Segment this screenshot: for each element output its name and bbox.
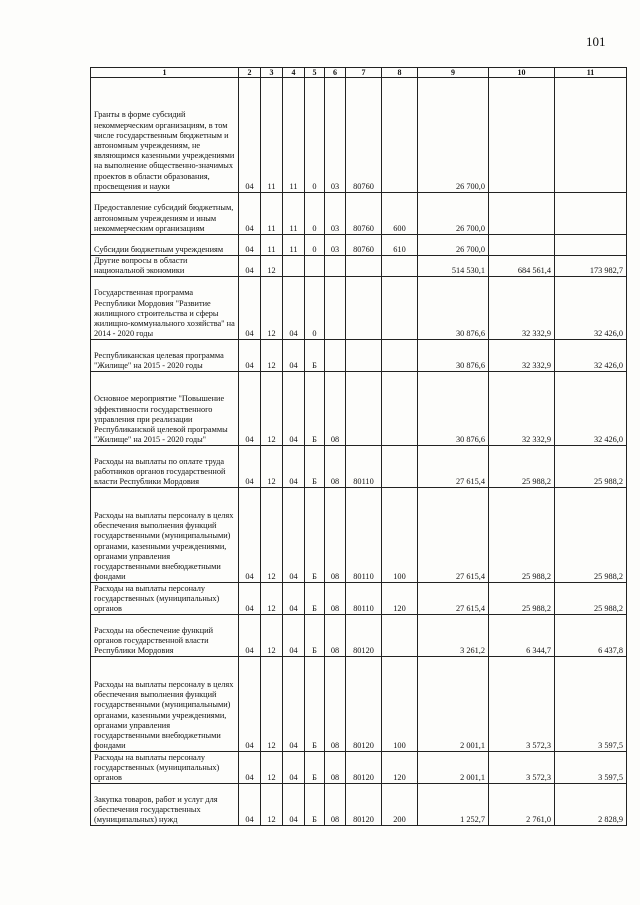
- pr-cell: 12: [261, 340, 283, 372]
- csr-subprogram-cell: Б: [305, 583, 325, 615]
- rz-cell: 04: [239, 583, 261, 615]
- rz-cell: 04: [239, 488, 261, 583]
- sum-2019-cell: 32 332,9: [489, 340, 555, 372]
- header-cell: 11: [555, 68, 627, 78]
- name-cell: Гранты в форме субсидий некоммерческим организациям, в том числе государственным бюджетным и автономным учреждениям, не являющимся казенными учреждениями на выполнение общественно-значимых проектов в области образования, просвещения и науки: [91, 78, 239, 193]
- csr-event-cell: 03: [325, 78, 346, 193]
- name-cell: Расходы на обеспечение функций органов государственной власти Республики Мордовия: [91, 615, 239, 657]
- csr-direction-cell: 80760: [346, 235, 382, 256]
- header-cell: 9: [418, 68, 489, 78]
- sum-2020-cell: 3 597,5: [555, 752, 627, 784]
- csr-direction-cell: 80120: [346, 657, 382, 752]
- csr-event-cell: 03: [325, 193, 346, 235]
- vr-cell: [382, 372, 418, 446]
- sum-2020-cell: 32 426,0: [555, 277, 627, 340]
- pr-cell: 11: [261, 193, 283, 235]
- sum-2020-cell: [555, 78, 627, 193]
- table-row: [91, 340, 627, 372]
- table-row: [91, 372, 627, 446]
- rz-cell: 04: [239, 193, 261, 235]
- sum-2020-cell: 173 982,7: [555, 256, 627, 277]
- table-row: [91, 235, 627, 256]
- rz-cell: 04: [239, 78, 261, 193]
- csr-program-cell: 04: [283, 488, 305, 583]
- pr-cell: 12: [261, 752, 283, 784]
- csr-direction-cell: [346, 256, 382, 277]
- header-cell: 4: [283, 68, 305, 78]
- pr-cell: 12: [261, 784, 283, 826]
- csr-direction-cell: 80110: [346, 488, 382, 583]
- pr-cell: 12: [261, 615, 283, 657]
- csr-event-cell: 08: [325, 752, 346, 784]
- header-cell: 8: [382, 68, 418, 78]
- csr-program-cell: 11: [283, 235, 305, 256]
- vr-cell: [382, 78, 418, 193]
- csr-direction-cell: 80110: [346, 446, 382, 488]
- vr-cell: 610: [382, 235, 418, 256]
- csr-subprogram-cell: [305, 256, 325, 277]
- csr-program-cell: 11: [283, 78, 305, 193]
- vr-cell: 120: [382, 583, 418, 615]
- sum-2018-cell: 27 615,4: [418, 488, 489, 583]
- pr-cell: 12: [261, 256, 283, 277]
- sum-2019-cell: [489, 78, 555, 193]
- table-row: [91, 277, 627, 340]
- csr-subprogram-cell: Б: [305, 784, 325, 826]
- vr-cell: [382, 340, 418, 372]
- table-row: [91, 488, 627, 583]
- csr-event-cell: [325, 256, 346, 277]
- vr-cell: [382, 277, 418, 340]
- csr-event-cell: 08: [325, 488, 346, 583]
- sum-2018-cell: 514 530,1: [418, 256, 489, 277]
- sum-2019-cell: 25 988,2: [489, 488, 555, 583]
- rz-cell: 04: [239, 372, 261, 446]
- sum-2018-cell: 1 252,7: [418, 784, 489, 826]
- csr-direction-cell: 80110: [346, 583, 382, 615]
- csr-subprogram-cell: Б: [305, 488, 325, 583]
- csr-subprogram-cell: Б: [305, 615, 325, 657]
- name-cell: Расходы на выплаты по оплате труда работников органов государственной власти Республики Мордовия: [91, 446, 239, 488]
- sum-2020-cell: 25 988,2: [555, 446, 627, 488]
- vr-cell: 100: [382, 657, 418, 752]
- header-cell: 10: [489, 68, 555, 78]
- csr-subprogram-cell: 0: [305, 235, 325, 256]
- header-cell: 6: [325, 68, 346, 78]
- header-cell: 3: [261, 68, 283, 78]
- sum-2020-cell: [555, 235, 627, 256]
- vr-cell: [382, 446, 418, 488]
- sum-2018-cell: 30 876,6: [418, 372, 489, 446]
- name-cell: Расходы на выплаты персоналу в целях обеспечения выполнения функций государственными (муниципальными) органами, казенными учреждениями, органами управления государственными внебюджетными фондами: [91, 657, 239, 752]
- sum-2019-cell: 3 572,3: [489, 752, 555, 784]
- sum-2020-cell: [555, 193, 627, 235]
- table-row: [91, 752, 627, 784]
- table-row: [91, 784, 627, 826]
- sum-2020-cell: 6 437,8: [555, 615, 627, 657]
- name-cell: Другие вопросы в области национальной экономики: [91, 256, 239, 277]
- csr-direction-cell: 80120: [346, 752, 382, 784]
- csr-event-cell: 08: [325, 583, 346, 615]
- pr-cell: 12: [261, 372, 283, 446]
- csr-direction-cell: [346, 372, 382, 446]
- sum-2020-cell: 32 426,0: [555, 372, 627, 446]
- table-row: [91, 78, 627, 193]
- budget-table: [90, 67, 627, 826]
- pr-cell: 11: [261, 235, 283, 256]
- csr-program-cell: 04: [283, 752, 305, 784]
- sum-2018-cell: 2 001,1: [418, 752, 489, 784]
- rz-cell: 04: [239, 340, 261, 372]
- sum-2020-cell: 32 426,0: [555, 340, 627, 372]
- sum-2018-cell: 27 615,4: [418, 583, 489, 615]
- rz-cell: 04: [239, 256, 261, 277]
- csr-program-cell: 04: [283, 583, 305, 615]
- name-cell: Расходы на выплаты персоналу в целях обеспечения выполнения функций государственными (муниципальными) органами, казенными учреждениями, органами управления государственными внебюджетными фондами: [91, 488, 239, 583]
- name-cell: Расходы на выплаты персоналу государственных (муниципальных) органов: [91, 752, 239, 784]
- header-cell: 1: [91, 68, 239, 78]
- csr-direction-cell: [346, 340, 382, 372]
- sum-2018-cell: 26 700,0: [418, 235, 489, 256]
- csr-program-cell: 04: [283, 446, 305, 488]
- sum-2018-cell: 27 615,4: [418, 446, 489, 488]
- pr-cell: 12: [261, 488, 283, 583]
- csr-subprogram-cell: Б: [305, 752, 325, 784]
- csr-program-cell: 11: [283, 193, 305, 235]
- sum-2019-cell: 25 988,2: [489, 583, 555, 615]
- pr-cell: 11: [261, 78, 283, 193]
- csr-event-cell: [325, 340, 346, 372]
- csr-subprogram-cell: Б: [305, 372, 325, 446]
- sum-2018-cell: 3 261,2: [418, 615, 489, 657]
- rz-cell: 04: [239, 615, 261, 657]
- csr-program-cell: 04: [283, 784, 305, 826]
- sum-2018-cell: 30 876,6: [418, 340, 489, 372]
- sum-2020-cell: 2 828,9: [555, 784, 627, 826]
- csr-direction-cell: 80760: [346, 193, 382, 235]
- rz-cell: 04: [239, 784, 261, 826]
- csr-event-cell: 08: [325, 784, 346, 826]
- sum-2020-cell: 3 597,5: [555, 657, 627, 752]
- csr-program-cell: 04: [283, 340, 305, 372]
- sum-2019-cell: 3 572,3: [489, 657, 555, 752]
- csr-direction-cell: 80760: [346, 78, 382, 193]
- name-cell: Государственная программа Республики Мордовия "Развитие жилищного строительства и сферы жилищно-коммунального хозяйства" на 2014 - 2020 годы: [91, 277, 239, 340]
- name-cell: Субсидии бюджетным учреждениям: [91, 235, 239, 256]
- csr-event-cell: 08: [325, 657, 346, 752]
- sum-2019-cell: 2 761,0: [489, 784, 555, 826]
- table-row: [91, 193, 627, 235]
- csr-subprogram-cell: Б: [305, 657, 325, 752]
- sum-2019-cell: [489, 193, 555, 235]
- pr-cell: 12: [261, 446, 283, 488]
- pr-cell: 12: [261, 583, 283, 615]
- csr-direction-cell: [346, 277, 382, 340]
- csr-program-cell: [283, 256, 305, 277]
- csr-subprogram-cell: 0: [305, 277, 325, 340]
- rz-cell: 04: [239, 657, 261, 752]
- csr-direction-cell: 80120: [346, 784, 382, 826]
- rz-cell: 04: [239, 446, 261, 488]
- vr-cell: 200: [382, 784, 418, 826]
- header-cell: 2: [239, 68, 261, 78]
- name-cell: Закупка товаров, работ и услуг для обеспечения государственных (муниципальных) нужд: [91, 784, 239, 826]
- vr-cell: [382, 615, 418, 657]
- sum-2020-cell: 25 988,2: [555, 488, 627, 583]
- csr-event-cell: 08: [325, 615, 346, 657]
- sum-2019-cell: 32 332,9: [489, 372, 555, 446]
- header-row: [91, 68, 627, 78]
- table-row: [91, 583, 627, 615]
- table-row: [91, 446, 627, 488]
- csr-event-cell: 03: [325, 235, 346, 256]
- vr-cell: 120: [382, 752, 418, 784]
- csr-program-cell: 04: [283, 277, 305, 340]
- table-body: [91, 78, 627, 826]
- sum-2019-cell: 6 344,7: [489, 615, 555, 657]
- csr-program-cell: 04: [283, 372, 305, 446]
- name-cell: Республиканская целевая программа "Жилище" на 2015 - 2020 годы: [91, 340, 239, 372]
- sum-2018-cell: 26 700,0: [418, 78, 489, 193]
- name-cell: Расходы на выплаты персоналу государственных (муниципальных) органов: [91, 583, 239, 615]
- rz-cell: 04: [239, 235, 261, 256]
- csr-event-cell: 08: [325, 372, 346, 446]
- header-cell: 7: [346, 68, 382, 78]
- csr-subprogram-cell: Б: [305, 340, 325, 372]
- csr-subprogram-cell: 0: [305, 193, 325, 235]
- pr-cell: 12: [261, 657, 283, 752]
- csr-program-cell: 04: [283, 657, 305, 752]
- sum-2019-cell: 32 332,9: [489, 277, 555, 340]
- header-cell: 5: [305, 68, 325, 78]
- csr-event-cell: [325, 277, 346, 340]
- vr-cell: 600: [382, 193, 418, 235]
- csr-subprogram-cell: Б: [305, 446, 325, 488]
- name-cell: Основное мероприятие "Повышение эффективности государственного управления при реализации Республиканской целевой программы "Жилище" на 2015 - 2020 годы": [91, 372, 239, 446]
- page-number: 101: [586, 34, 606, 49]
- vr-cell: 100: [382, 488, 418, 583]
- csr-direction-cell: 80120: [346, 615, 382, 657]
- csr-event-cell: 08: [325, 446, 346, 488]
- rz-cell: 04: [239, 277, 261, 340]
- sum-2018-cell: 2 001,1: [418, 657, 489, 752]
- rz-cell: 04: [239, 752, 261, 784]
- sum-2020-cell: 25 988,2: [555, 583, 627, 615]
- vr-cell: [382, 256, 418, 277]
- sum-2018-cell: 26 700,0: [418, 193, 489, 235]
- table-row: [91, 615, 627, 657]
- csr-program-cell: 04: [283, 615, 305, 657]
- pr-cell: 12: [261, 277, 283, 340]
- name-cell: Предоставление субсидий бюджетным, автономным учреждениям и иным некоммерческим организациям: [91, 193, 239, 235]
- sum-2018-cell: 30 876,6: [418, 277, 489, 340]
- sum-2019-cell: 684 561,4: [489, 256, 555, 277]
- sum-2019-cell: [489, 235, 555, 256]
- csr-subprogram-cell: 0: [305, 78, 325, 193]
- table-row: [91, 256, 627, 277]
- table-row: [91, 657, 627, 752]
- sum-2019-cell: 25 988,2: [489, 446, 555, 488]
